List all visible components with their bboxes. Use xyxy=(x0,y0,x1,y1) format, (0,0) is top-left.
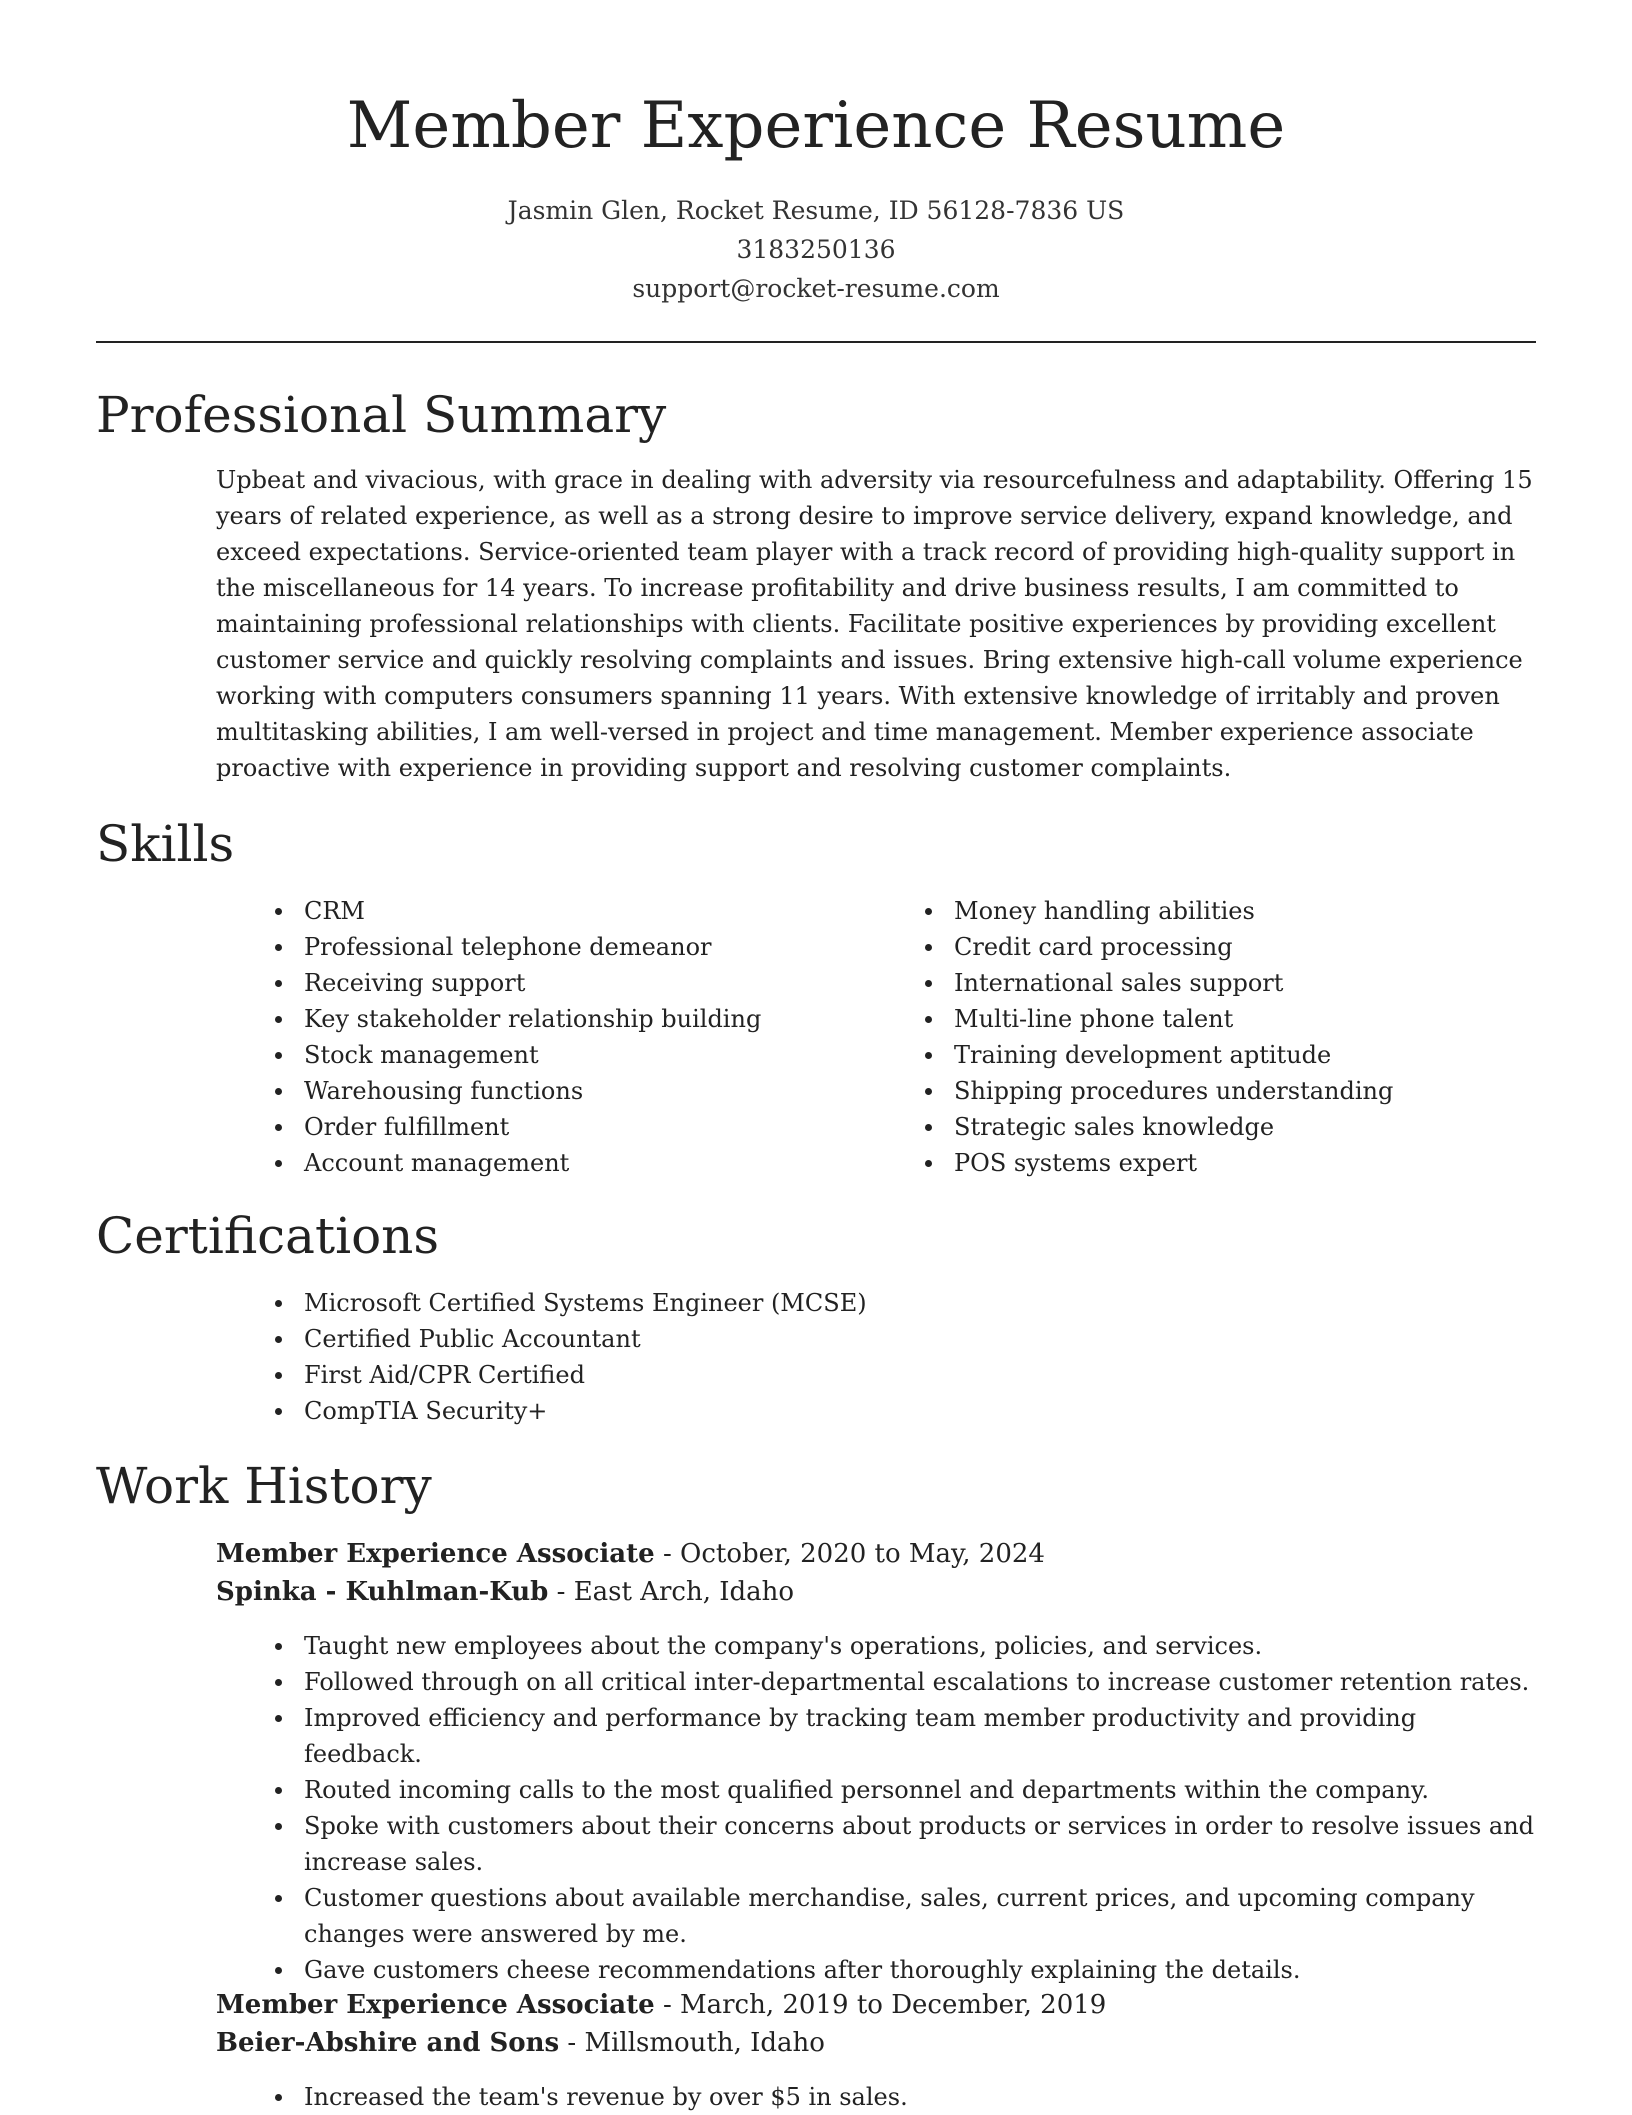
certifications-heading: Certifications xyxy=(96,1207,440,1265)
job-company-line xyxy=(216,2024,1536,2062)
job-title-line xyxy=(216,1986,1536,2024)
skill-item: Receiving support xyxy=(260,965,900,1001)
skill-item: Warehousing functions xyxy=(260,1073,900,1109)
header-divider xyxy=(96,341,1536,343)
skill-item: Shipping procedures understanding xyxy=(910,1073,1536,1109)
summary-text: Upbeat and vivacious, with grace in dealing with adversity via resourcefulness and adaptability. Offering 15 years of related experience, as well as a strong desire to improve service delivery, expand knowledge, and exceed expectations. Service-oriented team player with a track record of providing high-quality support in the miscellaneous for 14 years. To increase profitability and drive business results, I am committed to maintaining professional relationships with clients. Facilitate positive experiences by providing excellent customer service and quickly resolving complaints and issues. Bring extensive high-call volume experience working with computers consumers spanning 11 years. With extensive knowledge of irritably and proven multitasking abilities, I am well-versed in project and time management. Member experience associate proactive with experience in providing support and resolving customer complaints. xyxy=(216,466,1533,782)
skill-item: Stock management xyxy=(260,1037,900,1073)
job-bullet: Customer questions about available merchandise, sales, current prices, and upcoming company changes were answered by me. xyxy=(260,1880,1536,1952)
contact-block xyxy=(96,191,1536,308)
skill-item: Multi-line phone talent xyxy=(910,1001,1536,1037)
skill-item: Money handling abilities xyxy=(910,893,1536,929)
skill-item: POS systems expert xyxy=(910,1145,1536,1181)
job-location: - Millsmouth, Idaho xyxy=(559,2028,825,2058)
certification-item: First Aid/CPR Certified xyxy=(260,1357,1536,1393)
job-company: Spinka - Kuhlman-Kub xyxy=(216,1577,549,1607)
job-location: - East Arch, Idaho xyxy=(548,1577,795,1607)
skill-item: International sales support xyxy=(910,965,1536,1001)
job-bullet: Spoke with customers about their concerns about products or services in order to resolve issues and increase sales. xyxy=(260,1808,1536,1880)
certifications-list xyxy=(260,1285,1536,1429)
certification-item: Certified Public Accountant xyxy=(260,1321,1536,1357)
skill-item: Professional telephone demeanor xyxy=(260,929,900,965)
contact-email[interactable]: support@rocket-resume.com xyxy=(632,274,1000,303)
summary-heading: Professional Summary xyxy=(96,386,667,444)
work-heading: Work History xyxy=(96,1457,432,1515)
job-bullet: Taught new employees about the company's operations, policies, and services. xyxy=(260,1628,1536,1664)
job-bullet: Followed through on all critical inter-departmental escalations to increase customer retention rates. xyxy=(260,1664,1536,1700)
skill-item: CRM xyxy=(260,893,900,929)
job-dates: - March, 2019 to December, 2019 xyxy=(654,1990,1107,2020)
job-bullet: Improved efficiency and performance by tracking team member productivity and providing feedback. xyxy=(260,1700,1536,1772)
skills-heading: Skills xyxy=(96,815,235,873)
job-bullet: Increased the team's revenue by over $5 in sales. xyxy=(260,2079,1536,2115)
contact-phone: 3183250136 xyxy=(736,235,896,264)
job-title: Member Experience Associate xyxy=(216,1990,655,2020)
skills-list-right xyxy=(910,893,1536,1181)
skills-list-left xyxy=(260,893,900,1181)
skill-item: Strategic sales knowledge xyxy=(910,1109,1536,1145)
certification-item: Microsoft Certified Systems Engineer (MCSE) xyxy=(260,1285,1536,1321)
job-bullet: Gave customers cheese recommendations after thoroughly explaining the details. xyxy=(260,1952,1536,1988)
certification-item: CompTIA Security+ xyxy=(260,1393,1536,1429)
job-bullet: Routed incoming calls to the most qualified personnel and departments within the company. xyxy=(260,1772,1536,1808)
skill-item: Credit card processing xyxy=(910,929,1536,965)
skill-item: Key stakeholder relationship building xyxy=(260,1001,900,1037)
skill-item: Order fulfillment xyxy=(260,1109,900,1145)
job-title: Member Experience Associate xyxy=(216,1539,655,1569)
skill-item: Training development aptitude xyxy=(910,1037,1536,1073)
contact-address: Jasmin Glen, Rocket Resume, ID 56128-7836 US xyxy=(507,196,1125,225)
job-company: Beier-Abshire and Sons xyxy=(216,2028,560,2058)
job-title-line xyxy=(216,1535,1536,1573)
job-company-line xyxy=(216,1573,1536,1611)
job-bullets xyxy=(260,1628,1536,1988)
job-bullets xyxy=(260,2079,1536,2115)
skill-item: Account management xyxy=(260,1145,900,1181)
resume-title: Member Experience Resume xyxy=(346,89,1286,163)
job-dates: - October, 2020 to May, 2024 xyxy=(654,1539,1045,1569)
